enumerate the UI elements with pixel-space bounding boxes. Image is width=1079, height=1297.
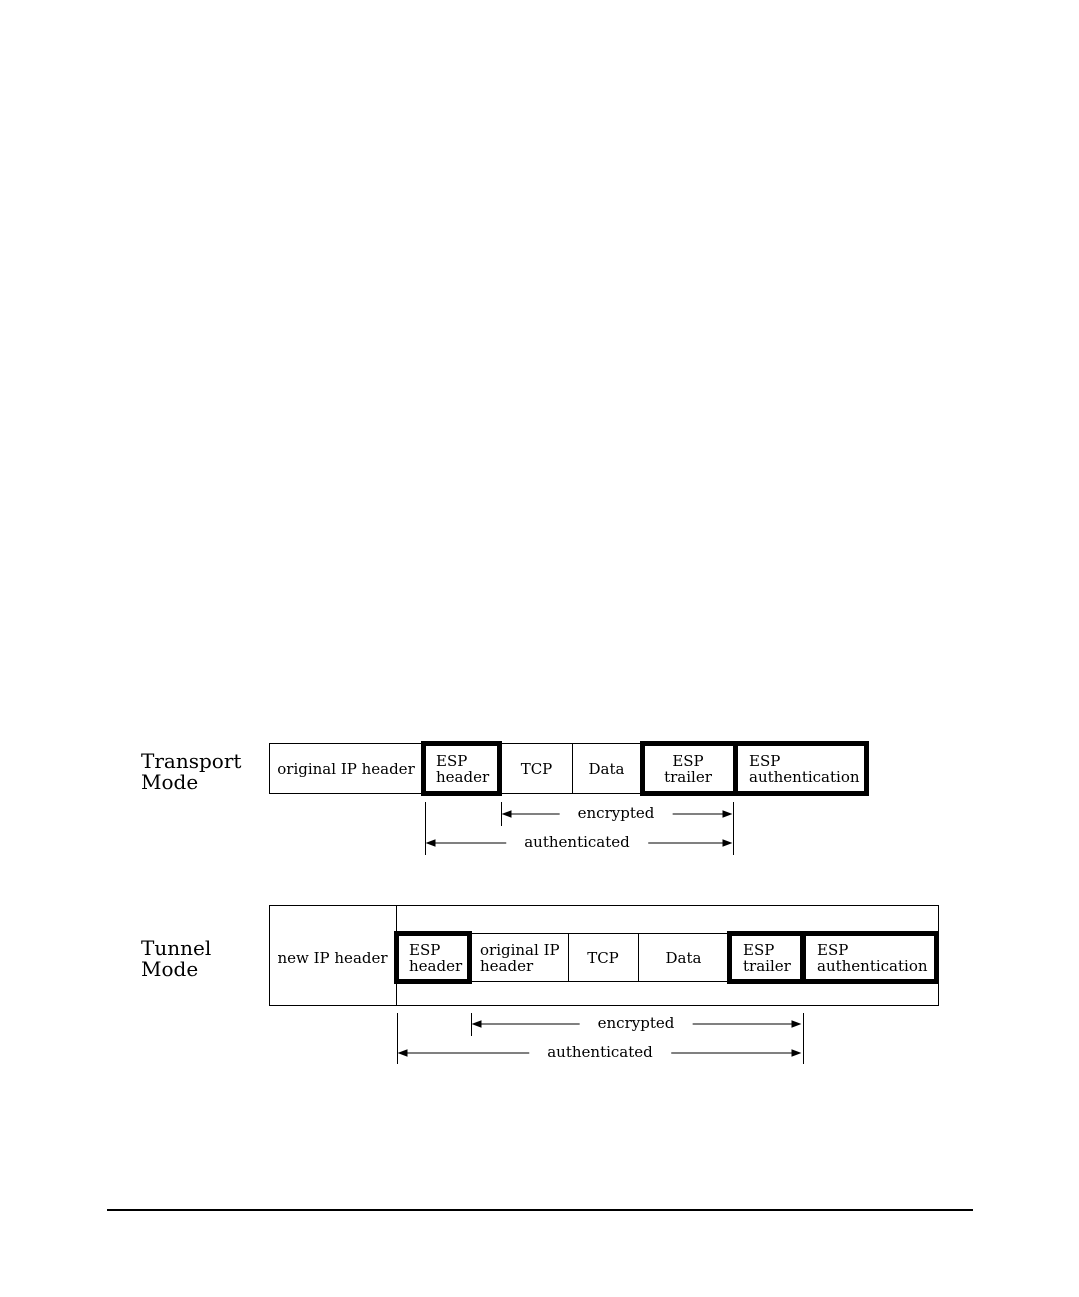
tunnel-data-cell: Data <box>665 948 702 967</box>
transport-authenticated-label: authenticated <box>506 834 648 850</box>
tunnel-mode-label: Tunnel Mode <box>141 936 212 981</box>
tunnel-original-ip-header-cell: original IP header <box>480 940 560 975</box>
tunnel-encrypted-arrowhead-right <box>792 1021 800 1027</box>
transport-data-cell: Data <box>588 759 625 778</box>
tunnel-esp-authentication-cell: ESP authentication <box>817 940 928 975</box>
transport-tcp-cell: TCP <box>520 759 553 778</box>
tunnel-authenticated-label: authenticated <box>529 1044 671 1060</box>
footer-rule <box>107 1209 973 1211</box>
tunnel-encrypted-label: encrypted <box>580 1015 693 1031</box>
tunnel-encrypted-arrowhead-left <box>473 1021 481 1027</box>
tunnel-esp-trailer-cell: ESP trailer <box>743 940 791 975</box>
tunnel-tcp-cell: TCP <box>587 948 619 967</box>
tunnel-new-ip-header-cell: new IP header <box>277 948 388 967</box>
transport-original-ip-header-cell: original IP header <box>277 759 415 778</box>
transport-mode-label: Transport Mode <box>141 749 242 794</box>
transport-encrypted-label: encrypted <box>560 805 673 821</box>
transport-esp-trailer-cell: ESP trailer <box>664 751 712 786</box>
transport-esp-header-cell: ESP header <box>436 751 490 786</box>
tunnel-authenticated-arrowhead-right <box>792 1050 800 1056</box>
tunnel-esp-header-cell: ESP header <box>409 940 463 975</box>
transport-esp-authentication-cell: ESP authentication <box>749 751 860 786</box>
tunnel-authenticated-arrowhead-left <box>399 1050 407 1056</box>
